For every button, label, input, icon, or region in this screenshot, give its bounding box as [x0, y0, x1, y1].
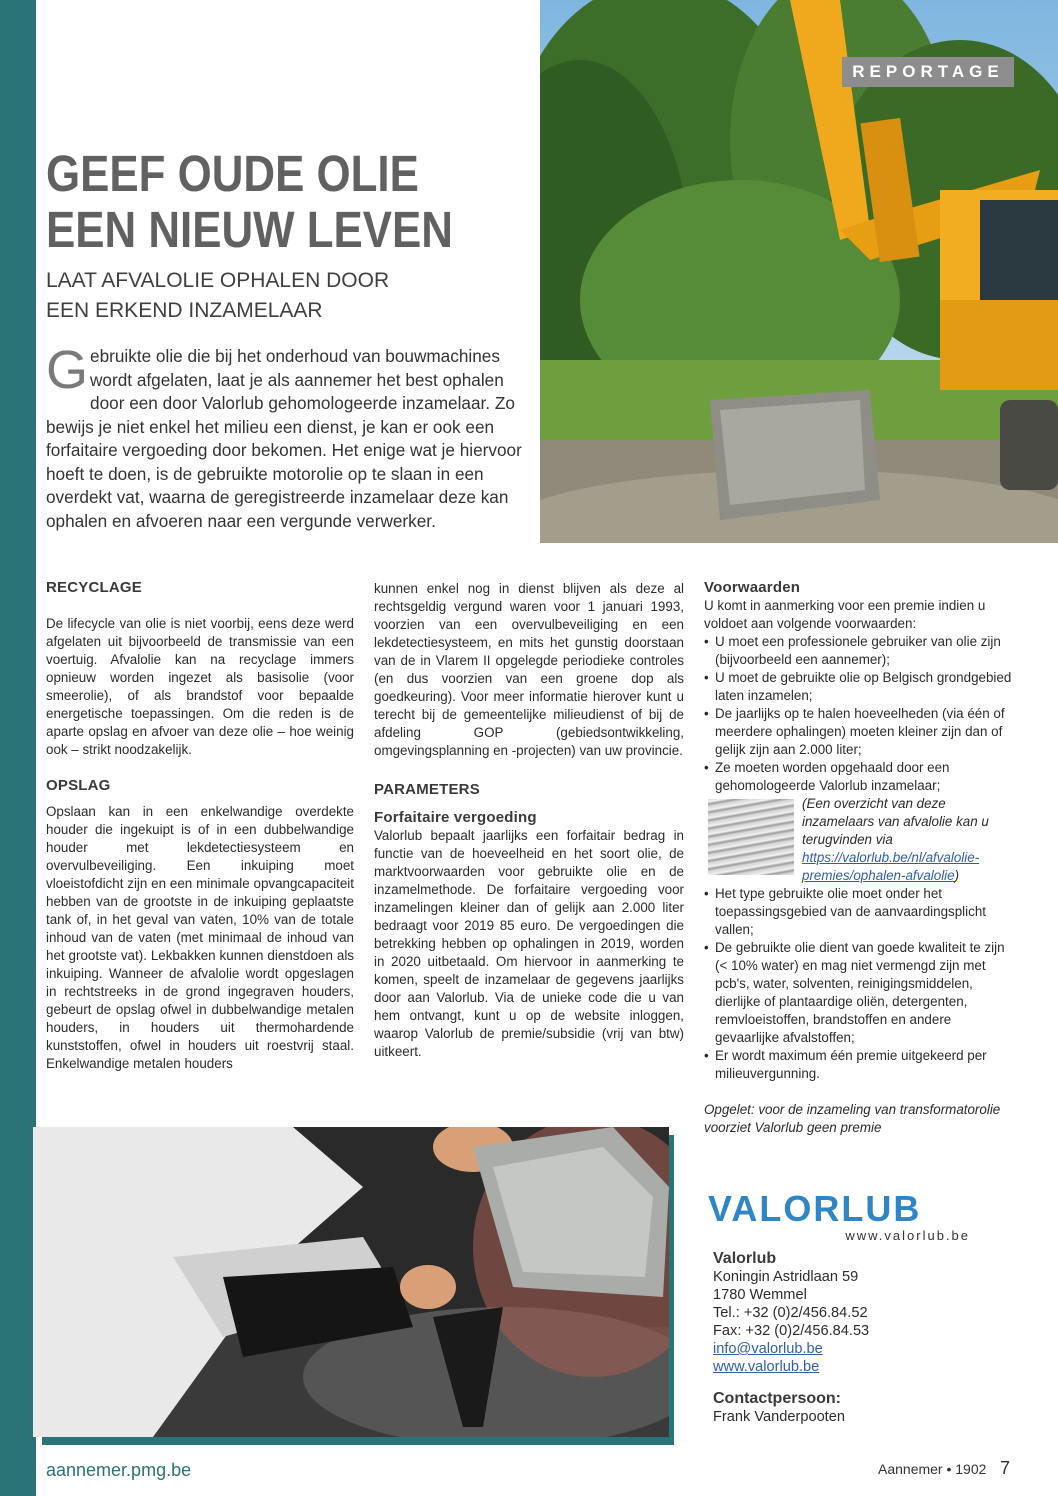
column-2: [374, 580, 684, 1061]
list-item: • Ze moeten worden opgehaald door een gehomologeerde Valorlub inzamelaar;: [704, 759, 1016, 795]
title-line-2: EEN NIEUW LEVEN: [46, 201, 453, 258]
contact-city: 1780 Wemmel: [713, 1287, 807, 1303]
heading-voorwaarden: Voorwaarden: [704, 579, 801, 596]
collectors-link[interactable]: https://valorlub.be/nl/afvalolie-premies/ophalen-afvalolie: [802, 850, 980, 883]
contact-tel: Tel.: +32 (0)2/456.84.52: [713, 1305, 868, 1321]
logo-wordmark: VALORLUB: [708, 1188, 922, 1229]
valorlub-logo: [708, 1190, 1008, 1248]
contact-fax: Fax: +32 (0)2/456.84.53: [713, 1323, 870, 1339]
list-item: • Er wordt maximum één premie uitgekeerd per milieuvergunning.: [704, 1047, 1016, 1083]
intro-paragraph: [46, 340, 524, 533]
column-3: [704, 579, 1016, 1137]
paragraph-forfaitaire-vergoeding: Valorlub bepaalt jaarlijks een forfaitair bedrag in functie van de hoeveelheid en het soort olie, de marktvoorwaarden voor gebruikte olie en de inzamelmethode. De forfaitaire vergoeding voor inzamelingen kleiner dan of gelijk aan 2.000 liter bedraagt voor 2019 85 euro. De vergoedingen die betrekking hebben op ophalingen in 2019, worden in 2020 uitbetaald. Om hiervoor in aanmerking te komen, speelt de inzamelaar de gegevens jaarlijks door aan Valorlub. Via de unieke code die u van hem ontvangt, kunt u op de website inloggen, waarop Valorlub de premie/subsidie (vrij van btw) uitkeert.: [374, 828, 684, 1059]
article-title: [46, 146, 459, 258]
contact-email-link[interactable]: info@valorlub.be: [713, 1341, 823, 1357]
intro-text: ebruikte olie die bij het onderhoud van bouwmachines wordt afgelaten, laat je als aannemer het best ophalen door een door Valorlub gehomologeerde inzamelaar. Zo bewijs je niet enkel het milieu een dienst, je kan er ook een forfaitaire vergoeding door bekomen. Het enige wat je hiervoor hoeft te doen, is de gebruikte motorolie op te slaan in een overdekt vat, waarna de geregistreerde inzamelaar deze kan ophalen en afvoeren naar een vergunde verwerker.: [46, 346, 522, 531]
list-item: • De gebruikte olie dient van goede kwaliteit te zijn (< 10% water) en mag niet vermengd zijn met pcb's, water, solventen, reinigingsmiddelen, dierlijke of plantaardige oliën, detergenten, remvloeistoffen, brandstoffen en andere gevaarlijke afvalstoffen;: [704, 939, 1016, 1047]
section-tag: REPORTAGE: [842, 57, 1014, 87]
article-subtitle: [46, 266, 526, 326]
left-sidebar-bar: [0, 0, 36, 1496]
contact-person: Frank Vanderpooten: [713, 1409, 845, 1425]
contact-street: Koningin Astridlaan 59: [713, 1269, 859, 1285]
contact-website-link[interactable]: www.valorlub.be: [713, 1359, 820, 1375]
paragraph-opslag: Opslaan kan in een enkelwandige overdekte houder die ingekuipt is of in een dubbelwandige houder met lekdetectiesysteem en overvulbeveiliging. Een inkuiping moet vloeistofdicht zijn en een minimale opvangcapaciteit hebben van de grootste in de inkuiping geplaatste tank of, in het geval van vaten, 10% van de totale inhoud van de vaten (met minimaal de inhoud van het grootste vat). Lekbakken kunnen dienstdoen als inkuiping. Wanneer de afvalolie wordt opgeslagen in rechtstreeks in de grond ingegraven houders, gebeurt de opslag ofwel in dubbelwandige metalen houders, in houders uit thermohardende kunststoffen, ofwel in houders uit roestvrij staal. Enkelwandige metalen houders: [46, 804, 354, 1071]
paragraph-voorwaarden: U komt in aanmerking voor een premie indien u voldoet aan volgende voorwaarden:: [704, 598, 986, 631]
note-text: (Een overzicht van deze inzamelaars van afvalolie kan u terugvinden via: [802, 796, 989, 847]
footer-site[interactable]: aannemer.pmg.be: [46, 1460, 192, 1480]
footer-issue: Aannemer • 1902: [878, 1461, 987, 1477]
page-number: 7: [1000, 1458, 1011, 1478]
oil-pouring-photo: [33, 1127, 669, 1437]
drop-cap: G: [46, 340, 89, 400]
list-item: • De jaarlijks op te halen hoeveelheden (via één of meerdere ophalingen) moeten kleiner zijn dan of gelijk zijn aan 2.000 liter;: [704, 705, 1016, 759]
conditions-list: [704, 633, 1016, 795]
contact-person-label: Contactpersoon:: [713, 1390, 841, 1407]
heading-parameters: PARAMETERS: [374, 781, 480, 798]
column-1: [46, 579, 354, 1073]
oil-stream-thumbnail: [708, 799, 794, 875]
collectors-note: [704, 795, 1016, 885]
subtitle-line-2: EEN ERKEND INZAMELAAR: [46, 299, 323, 322]
note-close: ): [954, 868, 960, 883]
list-item: • Het type gebruikte olie moet onder het toepassingsgebied van de aanvaardingsplicht vallen;: [704, 885, 1016, 939]
subtitle-line-1: LAAT AFVALOLIE OPHALEN DOOR: [46, 269, 390, 292]
contact-block: [713, 1250, 1013, 1426]
list-item: • U moet de gebruikte olie op Belgisch grondgebied laten inzamelen;: [704, 669, 1016, 705]
warning-note: Opgelet: voor de inzameling van transformatorolie voorziet Valorlub geen premie: [704, 1102, 1001, 1135]
heading-recyclage: RECYCLAGE: [46, 579, 142, 596]
list-item: • U moet een professionele gebruiker van olie zijn (bijvoorbeeld een aannemer);: [704, 633, 1016, 669]
paragraph-recyclage: De lifecycle van olie is niet voorbij, eens deze werd afgelaten uit bijvoorbeeld de transmissie van een voertuig. Afvalolie kan na recyclage immers opnieuw worden ingezet als basisolie (voor smeerolie), of als brandstof voor bepaalde energetische toepassingen. Om die reden is de aparte opslag en afvoer van deze olie – hoe weinig ook – strikt noodzakelijk.: [46, 616, 354, 757]
heading-forfaitaire-vergoeding: Forfaitaire vergoeding: [374, 809, 537, 826]
contact-name: Valorlub: [713, 1250, 777, 1267]
conditions-list-2: [704, 885, 1016, 1083]
title-line-1: GEEF OUDE OLIE: [46, 145, 419, 202]
paragraph-opslag-continued: kunnen enkel nog in dienst blijven als deze al rechtsgeldig vergund waren voor 1 januari 1993, voorzien van een overvulbeveiliging en een lekdetectiesysteem, en mits het gunstig doorstaan van de in Vlarem II opgelegde periodieke controles (en dus voorzien van een groene dop als goedkeuring). Voor meer informatie hierover kunt u terecht bij de gemeentelijke milieudienst of bij de afdeling GOP (gebiedsontwikkeling, omgevingsplanning en -projecten) van uw provincie.: [374, 581, 684, 758]
logo-url: www.valorlub.be: [845, 1228, 970, 1243]
oil-pouring-illustration: [33, 1127, 669, 1437]
heading-opslag: OPSLAG: [46, 777, 111, 794]
